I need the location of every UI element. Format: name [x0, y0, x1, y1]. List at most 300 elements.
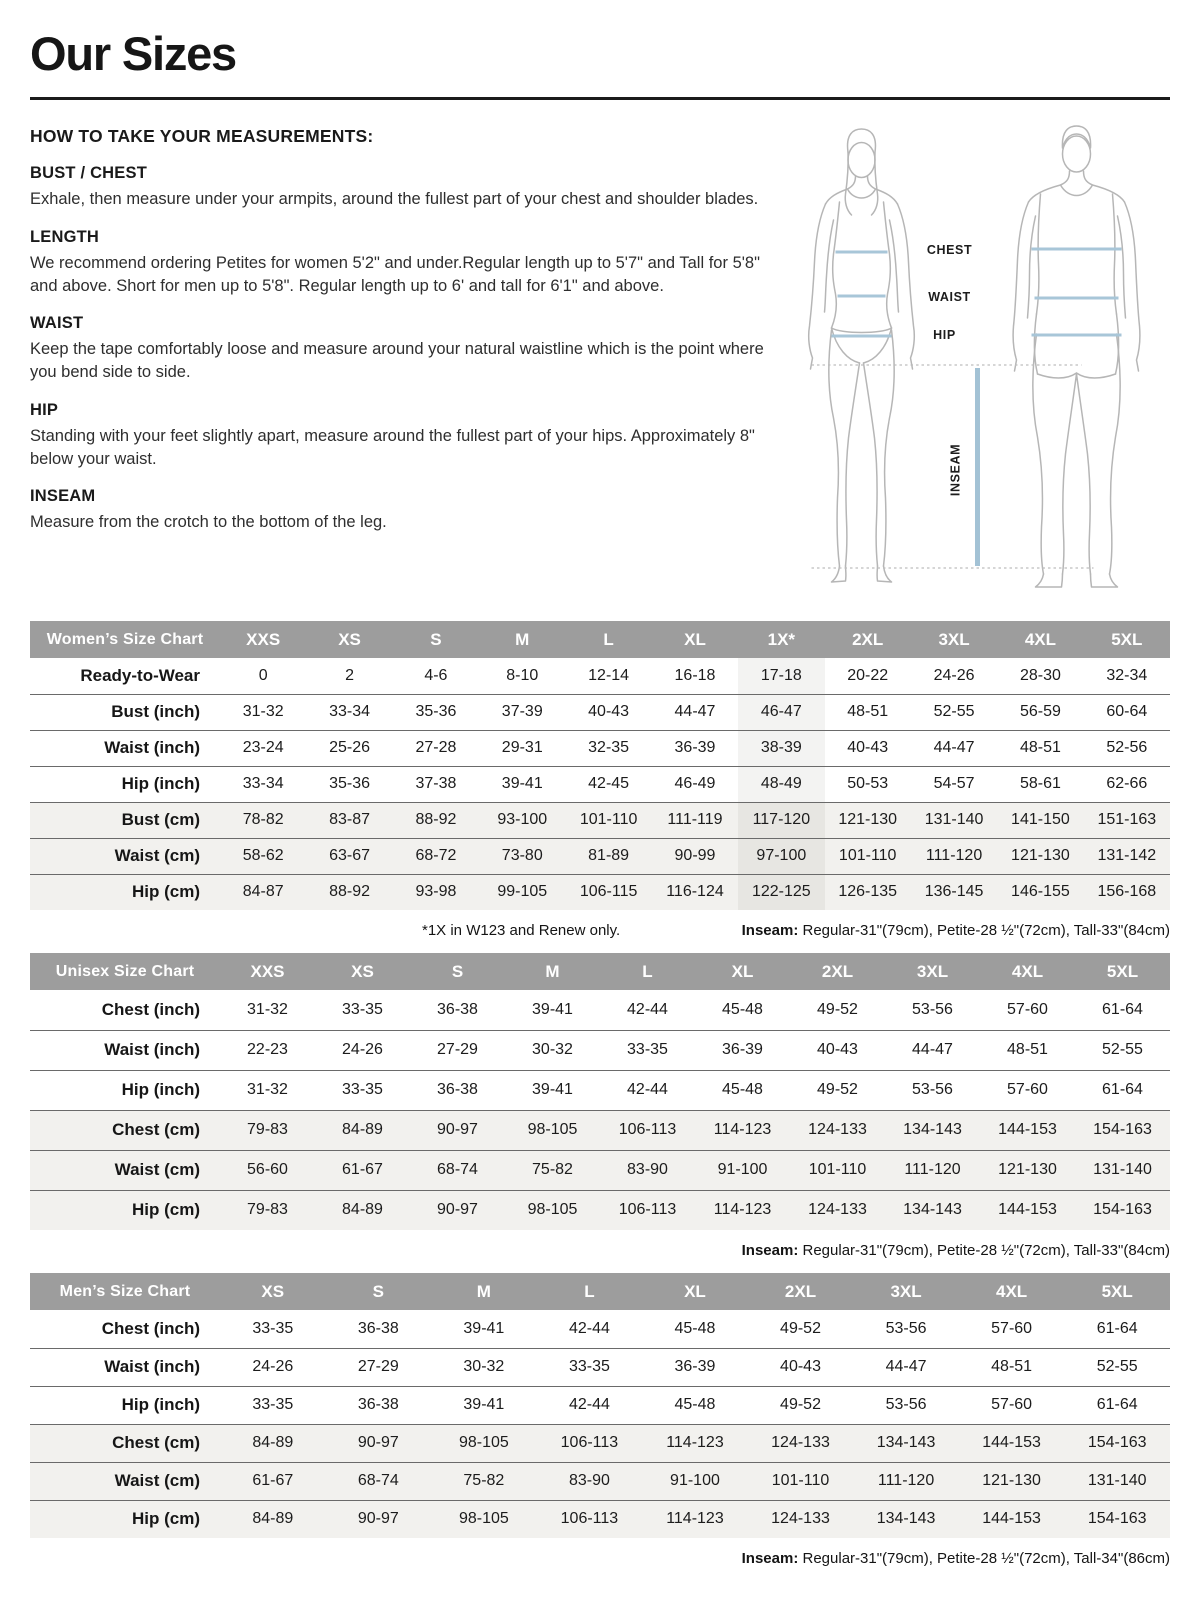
womens-table-footnotes — [30, 922, 1170, 939]
size-value-cell: 32-34 — [1106, 666, 1148, 684]
column-header-4xl: 4XL — [997, 621, 1083, 658]
size-value-cell: 46-47 — [738, 694, 824, 730]
size-value-cell: 93-98 — [415, 883, 457, 901]
column-header-1x: 1X* — [738, 621, 824, 658]
size-value-cell: 53-56 — [912, 1000, 953, 1018]
table-title: Unisex Size Chart — [30, 953, 220, 990]
size-value-cell: 136-145 — [924, 883, 984, 901]
size-value-cell: 22-23 — [247, 1041, 288, 1058]
size-value-cell: 98-105 — [458, 1434, 509, 1451]
size-value-cell: 0 — [258, 666, 268, 684]
size-value-cell: 124-133 — [808, 1201, 867, 1219]
size-value-cell: 114-123 — [666, 1434, 724, 1451]
size-value-cell: 134-143 — [903, 1201, 962, 1219]
section-body: Exhale, then measure under your armpits, around the fullest part of your chest and shoulder blades. — [30, 190, 759, 208]
size-value-cell: 25-26 — [329, 739, 370, 756]
size-value-cell: 122-125 — [738, 874, 824, 910]
size-value-cell: 88-92 — [329, 883, 370, 901]
size-value-cell: 121-130 — [982, 1472, 1041, 1489]
row-label: Waist (cm) — [114, 846, 200, 865]
column-header-xs: XS — [220, 1273, 326, 1310]
size-value-cell: 83-87 — [329, 811, 370, 828]
size-value-cell: 91-100 — [717, 1161, 768, 1178]
size-value-cell: 52-55 — [933, 703, 975, 720]
size-value-cell: 36-39 — [674, 1358, 716, 1375]
size-value-cell: 90-97 — [437, 1121, 478, 1138]
row-label: Waist (inch) — [104, 1357, 200, 1376]
section-body: Standing with your feet slightly apart, measure around the fullest part of your hips. Approximately 8" below your waist. — [30, 426, 755, 468]
inseam-footnote-label: Inseam: — [741, 922, 799, 939]
column-header-s: S — [393, 621, 479, 658]
size-value-cell: 63-67 — [329, 847, 370, 864]
size-value-cell: 42-44 — [627, 1000, 668, 1018]
footnote-1x-note: *1X in W123 and Renew only. — [422, 922, 621, 939]
size-value-cell: 44-47 — [933, 739, 975, 756]
size-value-cell: 60-64 — [1106, 703, 1148, 720]
table-row — [30, 1500, 1170, 1538]
instruction-waist — [30, 314, 775, 384]
row-label: Chest (cm) — [112, 1433, 200, 1452]
size-value-cell: 27-28 — [415, 739, 457, 756]
size-value-cell: 124-133 — [808, 1121, 867, 1138]
measurement-diagram — [778, 122, 1170, 597]
size-value-cell: 40-43 — [847, 739, 889, 756]
table-row — [30, 990, 1170, 1030]
row-label: Chest (inch) — [101, 1318, 200, 1338]
size-value-cell: 57-60 — [991, 1319, 1033, 1337]
size-value-cell: 58-61 — [1019, 775, 1061, 792]
table-row — [30, 658, 1170, 694]
size-value-cell: 98-105 — [527, 1121, 578, 1138]
table-row — [30, 1030, 1170, 1070]
waist-label: WAIST — [928, 290, 971, 304]
size-value-cell: 36-38 — [357, 1396, 399, 1413]
size-value-cell: 53-56 — [885, 1319, 927, 1337]
column-header-l: L — [565, 621, 651, 658]
size-value-cell: 33-35 — [252, 1396, 294, 1413]
size-value-cell: 156-168 — [1097, 883, 1157, 901]
size-value-cell: 31-32 — [242, 703, 284, 720]
column-header-2xl: 2XL — [825, 621, 911, 658]
size-value-cell: 35-36 — [329, 775, 370, 792]
size-value-cell: 75-82 — [532, 1161, 573, 1178]
size-value-cell: 121-130 — [998, 1161, 1057, 1178]
size-value-cell: 90-97 — [437, 1201, 478, 1219]
body-measurement-figure-illustration — [778, 122, 1170, 592]
size-value-cell: 106-113 — [560, 1434, 619, 1451]
size-value-cell: 24-26 — [342, 1041, 383, 1058]
size-value-cell: 49-52 — [780, 1396, 821, 1413]
instruction-length — [30, 228, 775, 298]
size-value-cell: 101-110 — [838, 847, 897, 864]
size-value-cell: 144-153 — [998, 1201, 1057, 1219]
table-title: Men’s Size Chart — [30, 1273, 220, 1310]
size-value-cell: 154-163 — [1093, 1121, 1152, 1138]
size-value-cell: 84-89 — [342, 1121, 383, 1138]
size-value-cell: 68-74 — [437, 1161, 478, 1178]
size-value-cell: 50-53 — [847, 775, 889, 792]
size-value-cell: 33-35 — [252, 1319, 294, 1337]
size-value-cell: 88-92 — [415, 811, 457, 828]
footnote-unisex-inseam — [742, 1242, 1170, 1259]
table-row — [30, 802, 1170, 838]
size-value-cell: 35-36 — [415, 703, 457, 720]
size-value-cell: 83-90 — [627, 1161, 668, 1178]
section-heading: BUST / CHEST — [30, 164, 147, 182]
size-value-cell: 31-32 — [247, 1081, 288, 1098]
size-value-cell: 91-100 — [670, 1472, 720, 1489]
size-value-cell: 90-97 — [357, 1434, 399, 1451]
size-value-cell: 30-32 — [532, 1041, 573, 1058]
size-value-cell: 44-47 — [674, 703, 716, 720]
size-value-cell: 24-26 — [252, 1358, 294, 1375]
size-value-cell: 56-60 — [247, 1161, 288, 1178]
size-value-cell: 84-89 — [252, 1510, 294, 1528]
column-header-xl: XL — [652, 621, 738, 658]
size-value-cell: 20-22 — [847, 666, 889, 684]
table-row — [30, 1386, 1170, 1424]
size-value-cell: 39-41 — [532, 1081, 573, 1098]
size-value-cell: 99-105 — [497, 883, 548, 901]
size-value-cell: 33-35 — [342, 1000, 383, 1018]
column-header-5xl: 5XL — [1084, 621, 1170, 658]
section-heading: INSEAM — [30, 487, 96, 506]
woman-figure-outline — [809, 129, 915, 582]
measurement-labels — [927, 243, 972, 496]
size-value-cell: 124-133 — [771, 1434, 830, 1451]
row-label: Waist (cm) — [114, 1160, 200, 1179]
size-value-cell: 121-130 — [1011, 847, 1070, 864]
size-value-cell: 126-135 — [838, 883, 898, 901]
footnote-men-inseam — [742, 1550, 1170, 1567]
size-value-cell: 37-38 — [415, 775, 457, 792]
size-value-cell: 90-97 — [357, 1510, 399, 1528]
size-value-cell: 12-14 — [588, 666, 630, 684]
column-header-m: M — [431, 1273, 537, 1310]
size-value-cell: 111-120 — [904, 1161, 961, 1178]
size-value-cell: 79-83 — [247, 1121, 288, 1138]
size-value-cell: 42-44 — [568, 1396, 610, 1413]
column-header-2xl: 2XL — [748, 1273, 854, 1310]
size-value-cell: 106-113 — [618, 1121, 677, 1138]
size-value-cell: 36-38 — [437, 1081, 478, 1098]
unisex-table-footnotes — [30, 1242, 1170, 1259]
section-body: Keep the tape comfortably loose and measure around your natural waistline which is the point where you bend side to side. — [30, 340, 764, 382]
size-value-cell: 90-99 — [674, 847, 716, 864]
table-header-row — [30, 953, 1170, 990]
section-heading: HIP — [30, 400, 59, 419]
table-row — [30, 838, 1170, 874]
size-value-cell: 40-43 — [817, 1041, 858, 1058]
column-header-2xl: 2XL — [790, 953, 885, 990]
size-value-cell: 39-41 — [463, 1396, 505, 1413]
size-value-cell: 114-123 — [666, 1510, 724, 1528]
size-value-cell: 57-60 — [1007, 1081, 1048, 1098]
row-label: Waist (inch) — [104, 738, 200, 757]
inseam-footnote-label: Inseam: — [741, 1242, 799, 1259]
column-header-3xl: 3XL — [853, 1273, 959, 1310]
table-row — [30, 1424, 1170, 1462]
size-value-cell: 98-105 — [458, 1510, 509, 1528]
instruction-bust-chest — [30, 164, 775, 211]
size-value-cell: 39-41 — [463, 1319, 505, 1337]
size-value-cell: 114-123 — [713, 1201, 772, 1219]
column-header-xl: XL — [695, 953, 790, 990]
size-value-cell: 33-35 — [568, 1358, 610, 1375]
size-value-cell: 111-119 — [667, 811, 723, 828]
table-row — [30, 730, 1170, 766]
size-value-cell: 31-32 — [247, 1000, 288, 1018]
size-value-cell: 134-143 — [876, 1510, 936, 1528]
row-label: Hip (inch) — [121, 774, 200, 793]
table-header-row — [30, 621, 1170, 658]
column-header-xxs: XXS — [220, 953, 315, 990]
size-value-cell: 28-30 — [1019, 666, 1061, 684]
size-value-cell: 56-59 — [1019, 703, 1061, 720]
row-label: Hip (cm) — [132, 882, 200, 902]
size-value-cell: 101-110 — [579, 811, 638, 828]
size-value-cell: 79-83 — [247, 1201, 288, 1219]
table-row — [30, 1110, 1170, 1150]
row-label: Hip (inch) — [121, 1395, 200, 1414]
size-value-cell: 23-24 — [242, 739, 284, 756]
column-header-3xl: 3XL — [911, 621, 997, 658]
row-label: Hip (inch) — [121, 1080, 200, 1099]
section-heading: LENGTH — [30, 227, 100, 246]
size-value-cell: 146-155 — [1011, 883, 1070, 901]
column-header-m: M — [505, 953, 600, 990]
size-value-cell: 42-44 — [627, 1081, 668, 1098]
size-value-cell: 75-82 — [463, 1472, 505, 1489]
size-value-cell: 48-51 — [991, 1358, 1033, 1375]
column-header-l: L — [537, 1273, 643, 1310]
size-value-cell: 52-56 — [1106, 739, 1148, 756]
size-value-cell: 52-55 — [1096, 1358, 1138, 1375]
size-value-cell: 29-31 — [501, 739, 543, 756]
footnote-women-inseam — [742, 922, 1170, 939]
size-value-cell: 134-143 — [903, 1121, 962, 1138]
man-figure-outline — [1013, 126, 1140, 587]
hip-label: HIP — [933, 328, 956, 342]
size-value-cell: 42-44 — [568, 1319, 610, 1337]
column-header-4xl: 4XL — [980, 953, 1075, 990]
size-value-cell: 131-142 — [1097, 847, 1157, 864]
size-value-cell: 84-89 — [342, 1201, 383, 1219]
mens-size-chart-table — [30, 1273, 1170, 1538]
size-value-cell: 37-39 — [501, 703, 543, 720]
size-value-cell: 27-29 — [437, 1041, 478, 1058]
size-value-cell: 131-140 — [924, 811, 984, 828]
size-value-cell: 141-150 — [1011, 811, 1070, 828]
size-value-cell: 54-57 — [933, 775, 975, 792]
size-value-cell: 78-82 — [242, 811, 284, 828]
column-header-xl: XL — [642, 1273, 748, 1310]
size-value-cell: 45-48 — [722, 1000, 763, 1018]
size-value-cell: 111-120 — [925, 847, 983, 864]
size-value-cell: 61-67 — [252, 1472, 294, 1489]
size-value-cell: 45-48 — [674, 1319, 716, 1337]
section-heading: WAIST — [30, 314, 84, 333]
size-value-cell: 48-49 — [738, 766, 824, 802]
size-value-cell: 30-32 — [463, 1358, 505, 1375]
size-value-cell: 144-153 — [998, 1121, 1057, 1138]
size-value-cell: 33-34 — [329, 703, 370, 720]
size-value-cell: 61-67 — [342, 1161, 383, 1178]
size-value-cell: 121-130 — [838, 811, 898, 828]
size-value-cell: 114-123 — [713, 1121, 772, 1138]
column-header-s: S — [326, 1273, 432, 1310]
size-value-cell: 4-6 — [424, 666, 448, 684]
size-value-cell: 93-100 — [497, 811, 548, 828]
size-value-cell: 81-89 — [588, 847, 630, 864]
size-value-cell: 58-62 — [242, 847, 284, 864]
size-value-cell: 62-66 — [1106, 775, 1148, 792]
size-value-cell: 131-140 — [1087, 1472, 1147, 1489]
size-value-cell: 101-110 — [808, 1161, 867, 1178]
size-value-cell: 8-10 — [506, 666, 539, 684]
row-label: Hip (cm) — [132, 1200, 200, 1220]
table-row — [30, 1150, 1170, 1190]
column-header-xs: XS — [315, 953, 410, 990]
row-label: Bust (inch) — [111, 702, 200, 721]
size-value-cell: 106-113 — [560, 1510, 619, 1528]
title-divider — [30, 97, 1170, 100]
size-value-cell: 44-47 — [912, 1041, 953, 1058]
inseam-footnote-text: Regular-31"(79cm), Petite-28 ½"(72cm), Tall-34"(86cm) — [798, 1550, 1170, 1567]
size-value-cell: 98-105 — [527, 1201, 578, 1219]
size-value-cell: 49-52 — [780, 1319, 821, 1337]
unisex-size-chart-table — [30, 953, 1170, 1230]
table-row — [30, 694, 1170, 730]
inseam-footnote-label: Inseam: — [741, 1550, 799, 1567]
column-header-xxs: XXS — [220, 621, 306, 658]
size-value-cell: 39-41 — [532, 1000, 573, 1018]
instruction-inseam — [30, 487, 775, 534]
mens-table-footnotes — [30, 1550, 1170, 1567]
size-value-cell: 154-163 — [1087, 1510, 1147, 1528]
size-value-cell: 61-64 — [1096, 1396, 1138, 1413]
size-value-cell: 27-29 — [357, 1358, 399, 1375]
size-value-cell: 36-39 — [674, 739, 716, 756]
size-value-cell: 154-163 — [1093, 1201, 1152, 1219]
table-row — [30, 1310, 1170, 1348]
size-value-cell: 36-38 — [437, 1000, 478, 1018]
column-header-3xl: 3XL — [885, 953, 980, 990]
size-value-cell: 151-163 — [1097, 811, 1157, 828]
womens-size-chart-table — [30, 621, 1170, 910]
inseam-footnote-text: Regular-31"(79cm), Petite-28 ½"(72cm), Tall-33"(84cm) — [798, 922, 1170, 939]
section-body: We recommend ordering Petites for women 5'2" and under.Regular length up to 5'7" and Tall for 5'8" and above. Short for men up to 5'8". Regular length up to 6' and tall for 6'1" and above. — [30, 253, 760, 295]
column-header-l: L — [600, 953, 695, 990]
size-value-cell: 33-35 — [342, 1081, 383, 1098]
table-row — [30, 874, 1170, 910]
size-value-cell: 36-39 — [722, 1041, 763, 1058]
size-value-cell: 2 — [345, 666, 354, 684]
row-label: Chest (inch) — [101, 999, 200, 1019]
size-value-cell: 106-113 — [618, 1201, 677, 1219]
size-value-cell: 154-163 — [1087, 1434, 1147, 1451]
size-value-cell: 106-115 — [579, 883, 638, 901]
size-value-cell: 144-153 — [982, 1510, 1041, 1528]
size-value-cell: 17-18 — [738, 658, 824, 694]
size-value-cell: 84-87 — [242, 883, 284, 901]
section-body: Measure from the crotch to the bottom of the leg. — [30, 513, 387, 532]
size-value-cell: 117-120 — [738, 802, 824, 838]
size-value-cell: 48-51 — [847, 703, 889, 720]
chest-label: CHEST — [926, 243, 973, 257]
size-value-cell: 48-51 — [1007, 1041, 1048, 1058]
row-label: Hip (cm) — [132, 1509, 200, 1529]
table-header-row — [30, 1273, 1170, 1310]
size-value-cell: 73-80 — [501, 847, 543, 864]
size-value-cell: 33-35 — [627, 1041, 668, 1058]
column-header-4xl: 4XL — [959, 1273, 1065, 1310]
size-value-cell: 101-110 — [771, 1472, 830, 1489]
table-title: Women’s Size Chart — [30, 621, 220, 658]
table-row — [30, 1348, 1170, 1386]
size-value-cell: 57-60 — [991, 1396, 1033, 1413]
size-value-cell: 39-41 — [501, 775, 543, 792]
size-value-cell: 68-72 — [415, 847, 457, 864]
size-value-cell: 40-43 — [588, 703, 630, 720]
size-value-cell: 83-90 — [568, 1472, 610, 1489]
size-value-cell: 32-35 — [588, 739, 630, 756]
size-value-cell: 134-143 — [876, 1434, 936, 1451]
size-value-cell: 38-39 — [738, 730, 824, 766]
size-value-cell: 48-51 — [1019, 739, 1061, 756]
size-value-cell: 45-48 — [674, 1396, 716, 1413]
column-header-m: M — [479, 621, 565, 658]
size-value-cell: 45-48 — [722, 1081, 763, 1098]
measurement-instructions — [30, 126, 775, 534]
row-label: Chest (cm) — [112, 1120, 200, 1139]
instructions-heading: HOW TO TAKE YOUR MEASUREMENTS: — [30, 126, 374, 146]
size-value-cell: 24-26 — [933, 666, 975, 684]
column-header-s: S — [410, 953, 505, 990]
size-value-cell: 61-64 — [1102, 1000, 1143, 1018]
size-value-cell: 116-124 — [666, 883, 724, 901]
size-value-cell: 97-100 — [738, 838, 824, 874]
size-value-cell: 36-38 — [357, 1319, 399, 1337]
size-value-cell: 131-140 — [1093, 1161, 1152, 1178]
size-value-cell: 49-52 — [817, 1000, 858, 1018]
size-value-cell: 53-56 — [912, 1081, 953, 1098]
size-value-cell: 111-120 — [877, 1472, 935, 1489]
table-row — [30, 1462, 1170, 1500]
size-value-cell: 16-18 — [674, 666, 716, 684]
size-value-cell: 57-60 — [1007, 1000, 1048, 1018]
size-value-cell: 52-55 — [1102, 1041, 1143, 1058]
size-value-cell: 61-64 — [1096, 1319, 1138, 1337]
table-row — [30, 1190, 1170, 1230]
size-value-cell: 44-47 — [885, 1358, 927, 1375]
instruction-hip — [30, 401, 775, 471]
inseam-label: INSEAM — [948, 443, 963, 497]
row-label: Waist (inch) — [104, 1040, 200, 1059]
table-row — [30, 766, 1170, 802]
column-header-xs: XS — [306, 621, 392, 658]
row-label: Ready-to-Wear — [80, 665, 200, 685]
size-value-cell: 49-52 — [817, 1081, 858, 1098]
row-label: Waist (cm) — [114, 1471, 200, 1490]
size-value-cell: 84-89 — [252, 1434, 294, 1451]
size-value-cell: 61-64 — [1102, 1081, 1143, 1098]
page-title: Our Sizes — [30, 27, 237, 80]
size-value-cell: 53-56 — [885, 1396, 927, 1413]
column-header-5xl: 5XL — [1064, 1273, 1170, 1310]
size-value-cell: 144-153 — [982, 1434, 1041, 1451]
size-value-cell: 68-74 — [357, 1472, 399, 1489]
